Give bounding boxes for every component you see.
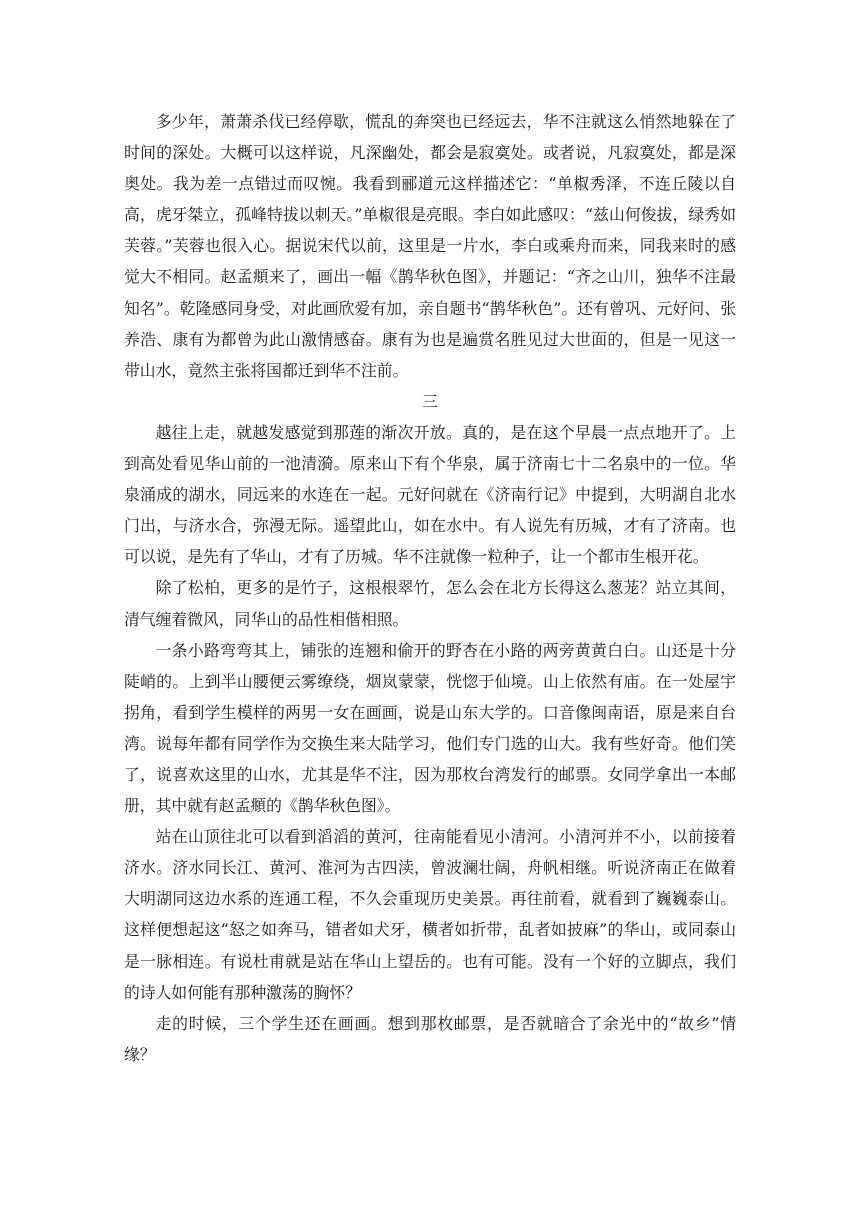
- paragraph: 站在山顶往北可以看到滔滔的黄河，往南能看见小清河。小清河并不小，以前接着济水。济水同长江、黄河、淮河为古四渎，曾波澜壮阔，舟帆相继。听说济南正在做着大明湖同这边水系的连通工程，不久会重现历史美景。再往前看，就看到了巍巍泰山。这样便想起这“怒之如奔马，错者如犬牙，横者如折带，乱者如披麻”的华山，或同泰山是一脉相连。有说杜甫就是站在华山上望岳的。也有可能。没有一个好的立脚点，我们的诗人如何能有那种激荡的胸怀？: [124, 827, 736, 1002]
- section-heading: 三: [422, 391, 438, 411]
- paragraph: 一条小路弯弯其上，铺张的连翘和偷开的野杏在小路的两旁黄黄白白。山还是十分陡峭的。上到半山腰便云雾缭绕，烟岚蒙蒙，恍惚于仙境。山上依然有庙。在一处屋宇拐角，看到学生模样的两男一女在画画，说是山东大学的。口音像闽南语，原是来自台湾。说每年都有同学作为交换生来大陆学习，他们专门选的山大。我有些好奇。他们笑了，说喜欢这里的山水，尤其是华不注，因为那枚台湾发行的邮票。女同学拿出一本邮册，其中就有赵孟頫的《鹊华秋色图》。: [124, 640, 736, 816]
- paragraph: 多少年，萧萧杀伐已经停歇，慌乱的奔突也已经远去，华不注就这么悄然地躲在了时间的深处。大概可以这样说，凡深幽处，都会是寂寞处。或者说，凡寂寞处，都是深奥处。我为差一点错过而叹惋。我看到郦道元这样描述它：“单椒秀泽，不连丘陵以自高，虎牙桀立，孤峰特拔以刺天。”单椒很是亮眼。李白如此感叹：“兹山何俊拔，绿秀如芙蓉。”芙蓉也很入心。据说宋代以前，这里是一片水，李白或乘舟而来，同我来时的感觉大不相同。赵孟頫来了，画出一幅《鹊华秋色图》，并题记：“齐之山川，独华不注最知名”。乾隆感同身受，对此画欣爱有加，亲自题书“鹊华秋色”。还有曾巩、元好问、张养浩、康有为都曾为此山激情感奋。康有为也是遍赏名胜见过大世面的，但是一见这一带山水，竟然主张将国都迁到华不注前。: [124, 112, 736, 380]
- paragraph: 越往上走，就越发感觉到那莲的渐次开放。真的，是在这个早晨一点点地开了。上到高处看见华山前的一池清漪。原来山下有个华泉，属于济南七十二名泉中的一位。华泉涌成的湖水，同远来的水连在一起。元好问就在《济南行记》中提到，大明湖自北水门出，与济水合，弥漫无际。遥望此山，如在水中。有人说先有历城，才有了济南。也可以说，是先有了华山，才有了历城。华不注就像一粒种子，让一个都市生根开花。: [124, 422, 736, 567]
- paragraph: 除了松柏，更多的是竹子，这根根翠竹，怎么会在北方长得这么葱茏？站立其间，清气缠着微风，同华山的品性相偕相照。: [124, 578, 736, 629]
- document-page: [124, 106, 736, 1070]
- paragraph: 走的时候，三个学生还在画画。想到那枚邮票，是否就暗合了余光中的“故乡”情缘？: [124, 1013, 736, 1064]
